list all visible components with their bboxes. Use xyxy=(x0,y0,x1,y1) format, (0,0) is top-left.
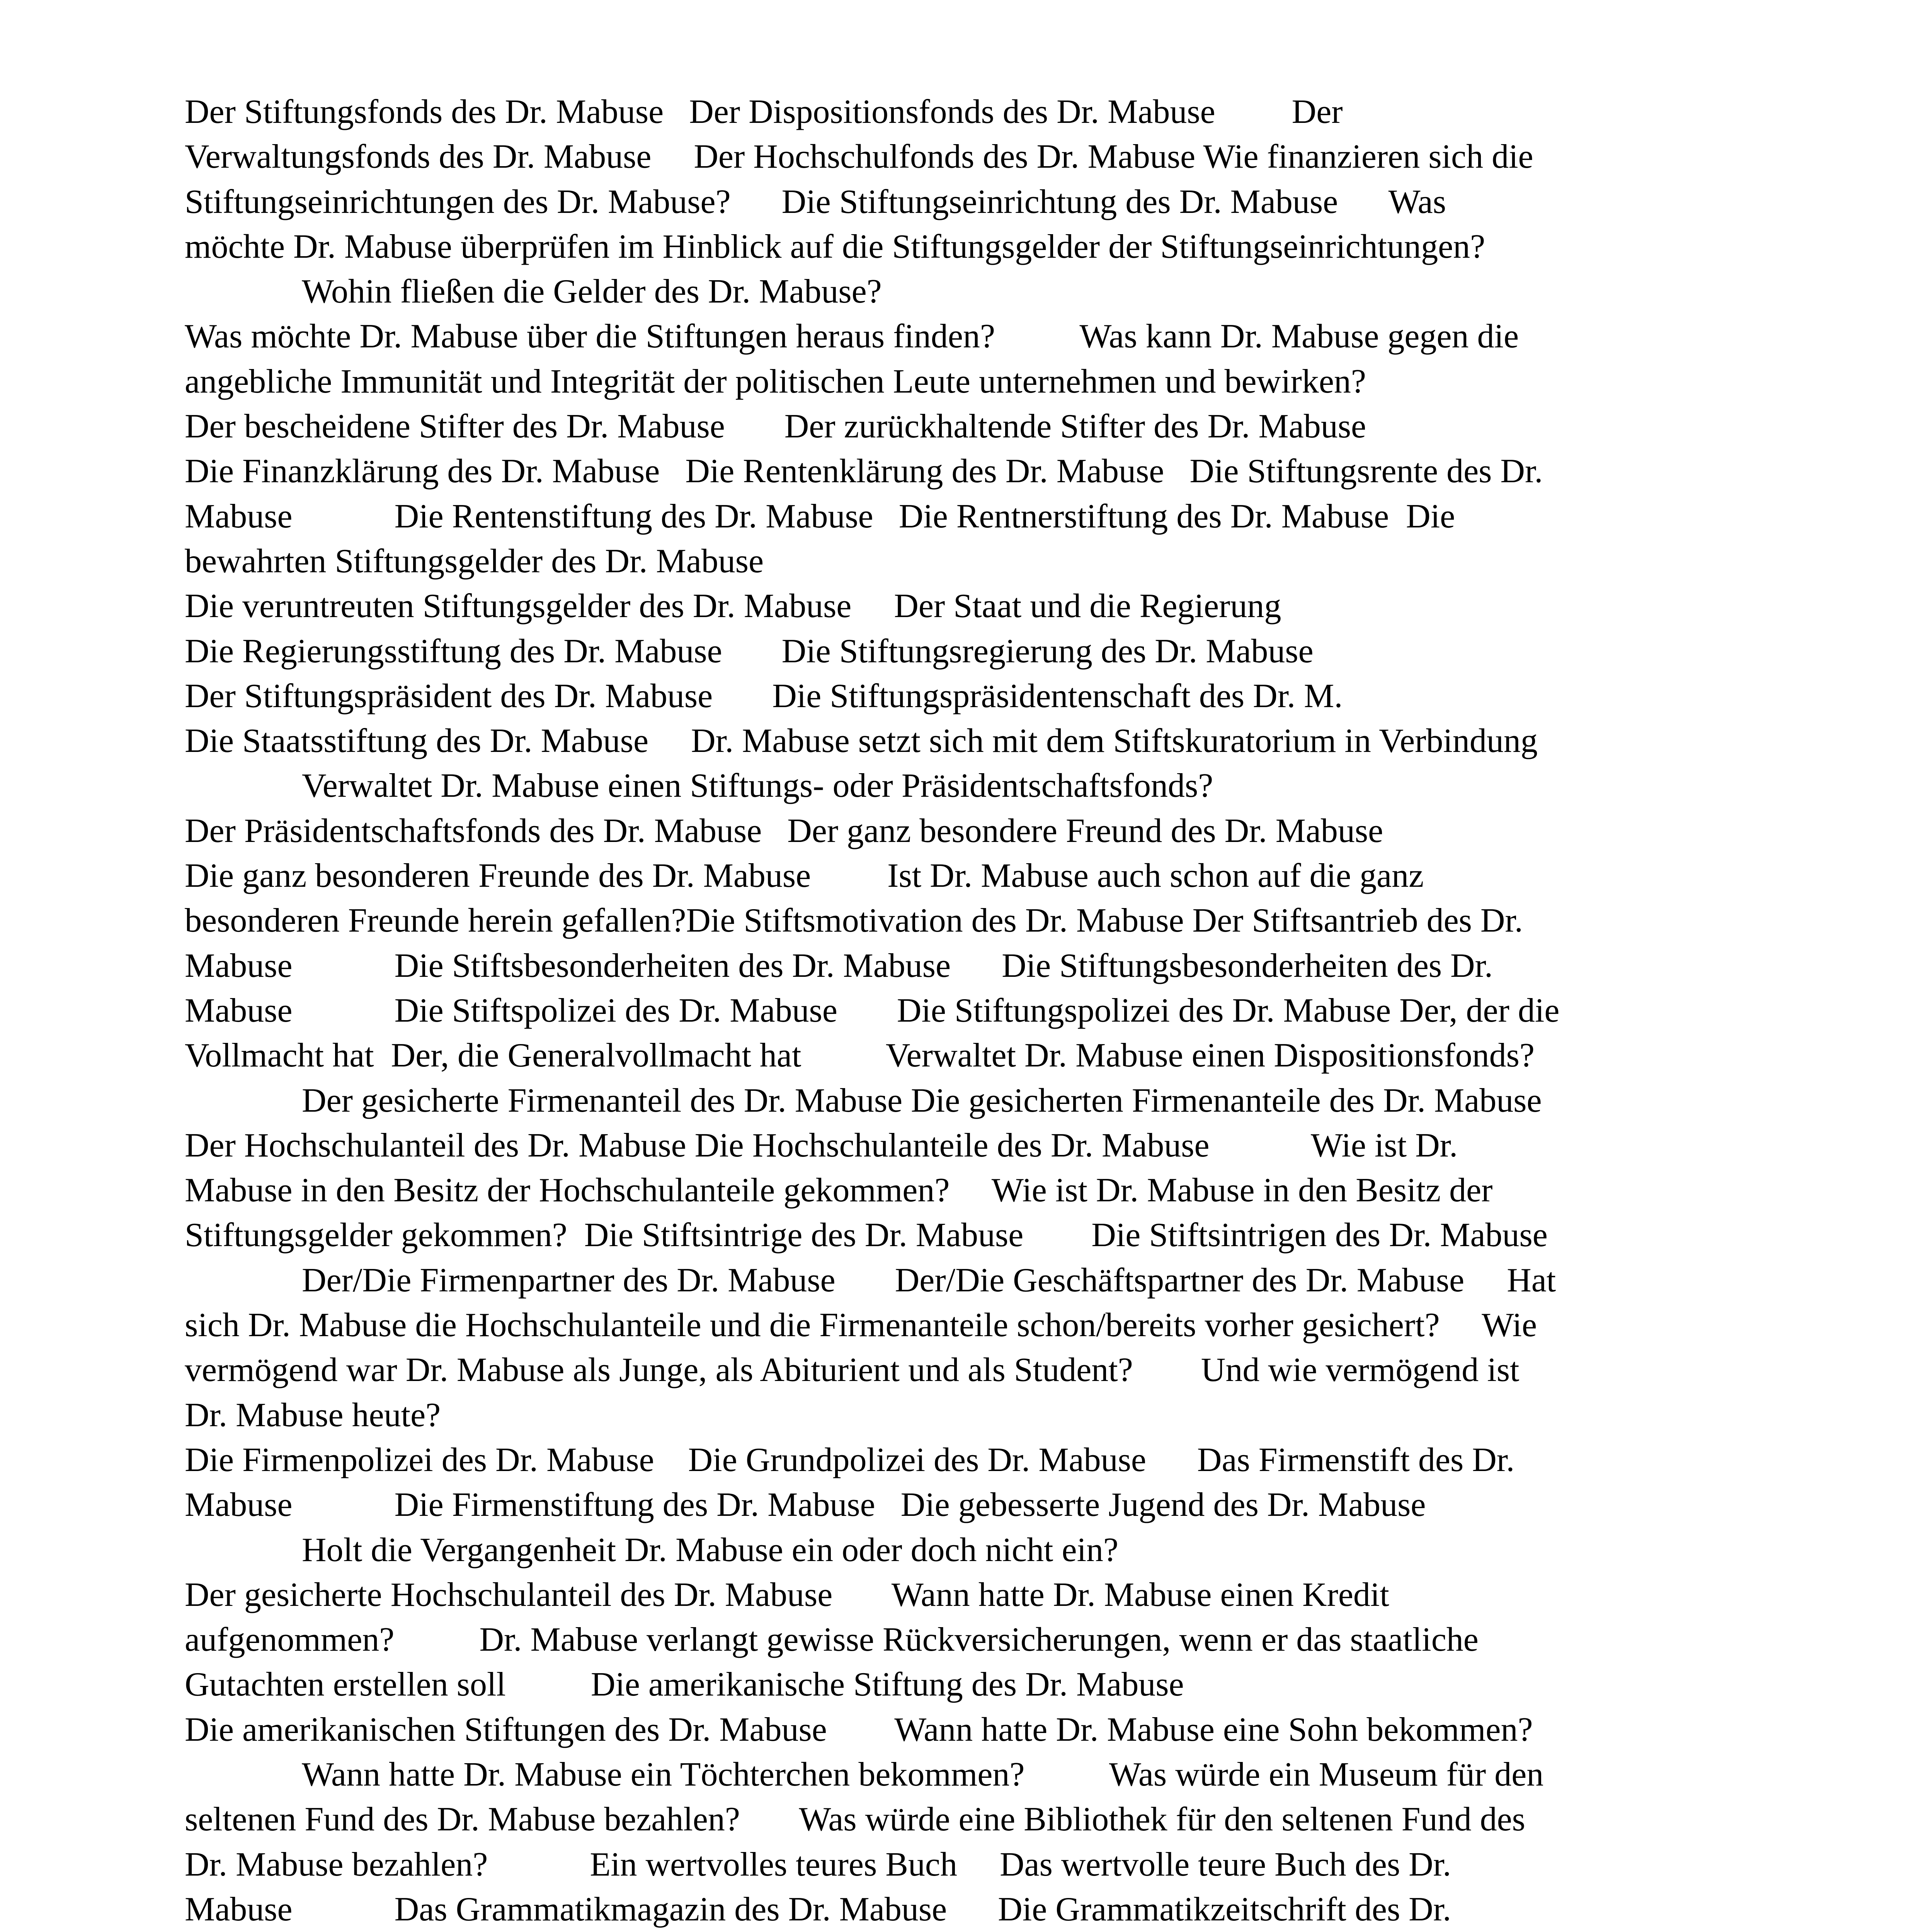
text-line: Der bescheidene Stifter des Dr. Mabuse Der zurückhaltende Stifter des Dr. Mabuse xyxy=(185,408,1366,446)
body-text xyxy=(185,90,1761,1932)
text-line: Die ganz besonderen Freunde des Dr. Mabuse Ist Dr. Mabuse auch schon auf die ganz xyxy=(185,857,1424,895)
text-line: Wohin fließen die Gelder des Dr. Mabuse? xyxy=(302,273,882,311)
text-line: Stiftungseinrichtungen des Dr. Mabuse? Die Stiftungseinrichtung des Dr. Mabuse Was xyxy=(185,183,1446,221)
text-line: angebliche Immunität und Integrität der politischen Leute unternehmen und bewirken? xyxy=(185,362,1366,400)
text-line: Der Hochschulanteil des Dr. Mabuse Die Hochschulanteile des Dr. Mabuse Wie ist Dr. xyxy=(185,1126,1458,1164)
text-line: Der Präsidentschaftsfonds des Dr. Mabuse Der ganz besondere Freund des Dr. Mabuse xyxy=(185,812,1383,850)
text-line: Mabuse in den Besitz der Hochschulanteile gekommen? Wie ist Dr. Mabuse in den Besitz der xyxy=(185,1172,1493,1209)
text-line: Holt die Vergangenheit Dr. Mabuse ein oder doch nicht ein? xyxy=(302,1531,1119,1569)
text-line: Der/Die Firmenpartner des Dr. Mabuse Der/Die Geschäftspartner des Dr. Mabuse Hat xyxy=(302,1261,1556,1299)
text-line: Mabuse Die Firmenstiftung des Dr. Mabuse Die gebesserte Jugend des Dr. Mabuse xyxy=(185,1486,1426,1524)
text-line: Stiftungsgelder gekommen? Die Stiftsintrige des Dr. Mabuse Die Stiftsintrigen des Dr. Mabuse xyxy=(185,1216,1548,1254)
text-line: Gutachten erstellen soll Die amerikanische Stiftung des Dr. Mabuse xyxy=(185,1666,1184,1704)
text-line: aufgenommen? Dr. Mabuse verlangt gewisse Rückversicherungen, wenn er das staatliche xyxy=(185,1621,1479,1659)
text-line: möchte Dr. Mabuse überprüfen im Hinblick auf die Stiftungsgelder der Stiftungseinrichtungen? xyxy=(185,228,1485,265)
text-line: Dr. Mabuse bezahlen? Ein wertvolles teures Buch Das wertvolle teure Buch des Dr. xyxy=(185,1845,1451,1883)
text-line: Die Regierungsstiftung des Dr. Mabuse Die Stiftungsregierung des Dr. Mabuse xyxy=(185,632,1314,670)
text-line: Der gesicherte Hochschulanteil des Dr. Mabuse Wann hatte Dr. Mabuse einen Kredit xyxy=(185,1576,1389,1614)
text-line: Mabuse Das Grammatikmagazin des Dr. Mabuse Die Grammatikzeitschrift des Dr. xyxy=(185,1890,1451,1928)
text-line: Mabuse Die Rentenstiftung des Dr. Mabuse Die Rentnerstiftung des Dr. Mabuse Die xyxy=(185,497,1455,535)
text-line: Die amerikanischen Stiftungen des Dr. Mabuse Wann hatte Dr. Mabuse eine Sohn bekommen? xyxy=(185,1711,1533,1748)
text-line: besonderen Freunde herein gefallen?Die Stiftsmotivation des Dr. Mabuse Der Stiftsantrieb des Dr. xyxy=(185,902,1523,940)
text-line: Die Finanzklärung des Dr. Mabuse Die Rentenklärung des Dr. Mabuse Die Stiftungsrente des Dr. xyxy=(185,452,1543,490)
text-line: Die veruntreuten Stiftungsgelder des Dr. Mabuse Der Staat und die Regierung xyxy=(185,587,1281,625)
text-line: Die Staatsstiftung des Dr. Mabuse Dr. Mabuse setzt sich mit dem Stiftskuratorium in Verbindung xyxy=(185,722,1538,760)
text-line: Verwaltet Dr. Mabuse einen Stiftungs- oder Präsidentschaftsfonds? xyxy=(302,767,1213,805)
text-line: Der gesicherte Firmenanteil des Dr. Mabuse Die gesicherten Firmenanteile des Dr. Mabuse xyxy=(302,1082,1542,1119)
text-line: Der Stiftungspräsident des Dr. Mabuse Die Stiftungspräsidentenschaft des Dr. M. xyxy=(185,677,1343,715)
text-line: vermögend war Dr. Mabuse als Junge, als Abiturient und als Student? Und wie vermögend ist xyxy=(185,1351,1520,1389)
text-line: Dr. Mabuse heute? xyxy=(185,1396,441,1434)
text-line: Was möchte Dr. Mabuse über die Stiftungen heraus finden? Was kann Dr. Mabuse gegen die xyxy=(185,318,1519,355)
text-line: Mabuse Die Stiftsbesonderheiten des Dr. Mabuse Die Stiftungsbesonderheiten des Dr. xyxy=(185,947,1493,985)
text-line: Wann hatte Dr. Mabuse ein Töchterchen bekommen? Was würde ein Museum für den xyxy=(302,1755,1544,1793)
text-line: sich Dr. Mabuse die Hochschulanteile und die Firmenanteile schon/bereits vorher gesichert? Wie xyxy=(185,1306,1537,1344)
text-line: bewahrten Stiftungsgelder des Dr. Mabuse xyxy=(185,542,764,580)
text-line: Der Stiftungsfonds des Dr. Mabuse Der Dispositionsfonds des Dr. Mabuse Der xyxy=(185,93,1343,131)
text-line: Vollmacht hat Der, die Generalvollmacht hat Verwaltet Dr. Mabuse einen Dispositionsfonds? xyxy=(185,1037,1535,1075)
text-line: Mabuse Die Stiftspolizei des Dr. Mabuse Die Stiftungspolizei des Dr. Mabuse Der, der die xyxy=(185,992,1560,1029)
text-line: Die Firmenpolizei des Dr. Mabuse Die Grundpolizei des Dr. Mabuse Das Firmenstift des Dr. xyxy=(185,1441,1515,1479)
text-line: Verwaltungsfonds des Dr. Mabuse Der Hochschulfonds des Dr. Mabuse Wie finanzieren sich die xyxy=(185,138,1533,176)
text-line: seltenen Fund des Dr. Mabuse bezahlen? Was würde eine Bibliothek für den seltenen Fund des xyxy=(185,1801,1525,1838)
